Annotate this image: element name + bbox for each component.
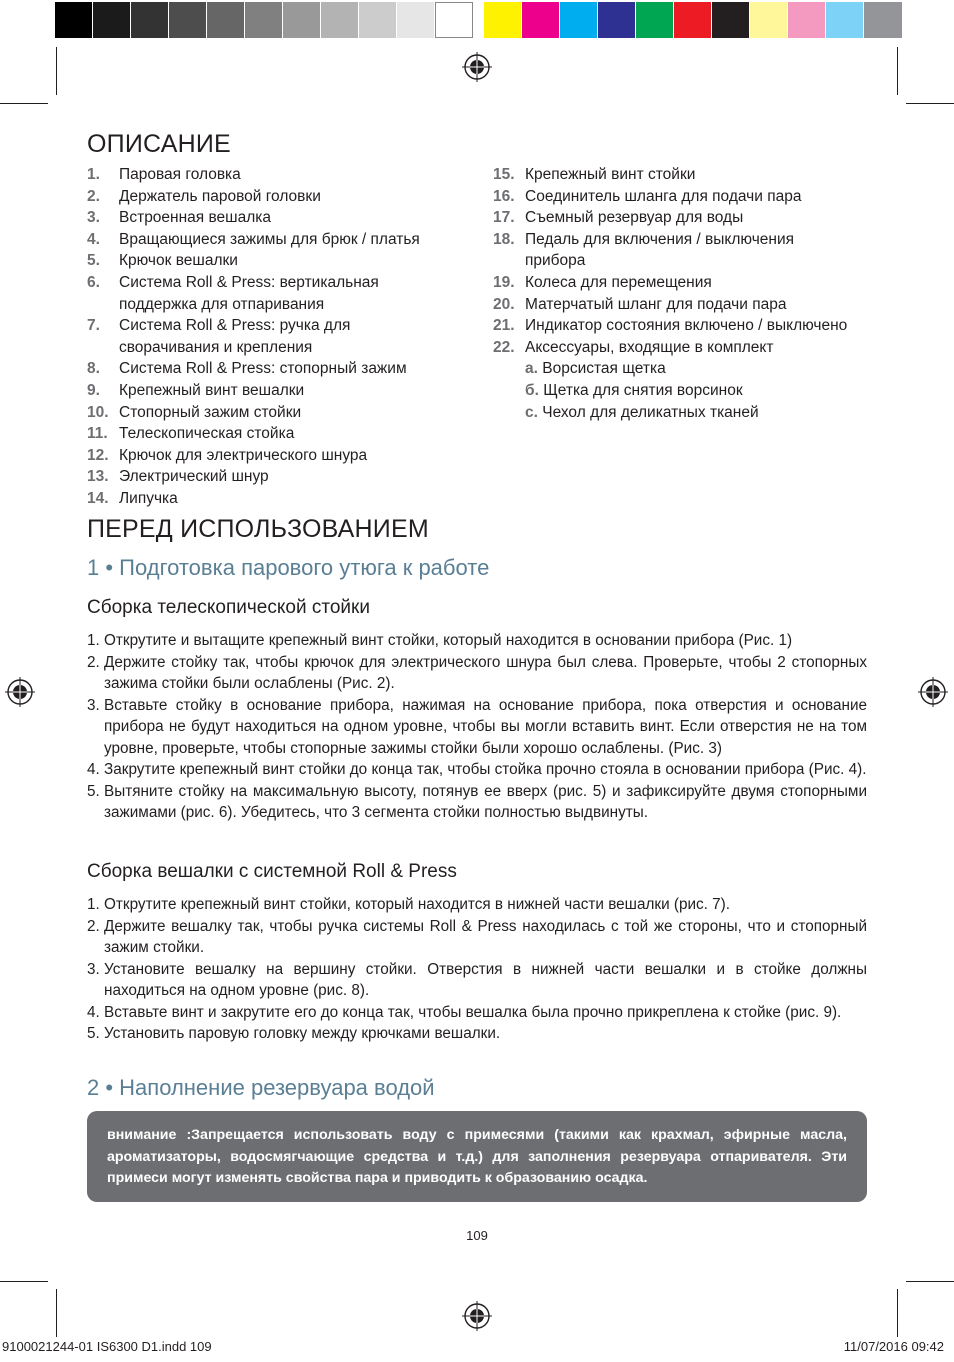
- item-number: 7.: [87, 317, 100, 335]
- item-number: 18.: [493, 230, 515, 248]
- list-item: [493, 207, 853, 229]
- step-number: 2.: [87, 653, 100, 671]
- list-item: [87, 402, 447, 424]
- item-number: 16.: [493, 187, 515, 205]
- step-item: [87, 781, 867, 824]
- item-number: 21.: [493, 317, 515, 335]
- registration-mark-icon: [5, 677, 35, 707]
- accessory-letter: c.: [525, 403, 538, 421]
- item-number: 11.: [87, 425, 108, 443]
- assembly-pole-steps: [87, 630, 867, 824]
- step-item: [87, 652, 867, 695]
- step-item: [87, 916, 867, 959]
- color-swatch: [484, 2, 522, 38]
- step-number: 1.: [87, 632, 100, 649]
- accessory-item: [493, 380, 853, 402]
- step-text: Держите стойку так, чтобы крючок для электрического шнура был слева. Проверьте, чтобы 2 стопорных зажима стойки были ослаблены (Рис. 2).: [104, 653, 867, 692]
- color-swatch: [245, 2, 283, 38]
- item-number: 20.: [493, 295, 515, 313]
- item-number: 19.: [493, 273, 515, 291]
- crop-mark: [897, 1289, 898, 1337]
- item-text: Встроенная вешалка: [119, 209, 272, 227]
- item-text: Телескопическая стойка: [119, 425, 295, 443]
- accessory-item: [493, 402, 853, 424]
- step-text: Открутите крепежный винт стойки, который находится в нижней части вешалки (рис. 7).: [104, 896, 731, 913]
- list-item: [493, 315, 853, 337]
- step-number: 4.: [87, 761, 100, 778]
- step-text: Открутите и вытащите крепежный винт стойки, который находится в основании прибора (Рис. 1): [104, 632, 793, 649]
- list-item: [87, 250, 447, 272]
- warning-notice: внимание :Запрещается использовать воду с примесями (такими как крахмал, эфирные масла, ароматизаторы, водосмягчающие средства и т.д.) для заполнения резервуара отпаривателя. Эти примеси могут изменять свойства пара и приводить к образованию осадка.: [87, 1111, 867, 1202]
- step-number: 2.: [87, 917, 100, 935]
- list-item: [87, 423, 447, 445]
- item-text: Соединитель шланга для подачи пара: [525, 187, 802, 205]
- color-swatch: [750, 2, 788, 38]
- item-text: Съемный резервуар для воды: [525, 209, 744, 227]
- crop-mark: [897, 47, 898, 95]
- color-swatch: [712, 2, 750, 38]
- crop-mark: [0, 103, 48, 104]
- item-number: 3.: [87, 209, 100, 227]
- item-text: Аксессуары, входящие в комплект: [525, 338, 774, 356]
- parts-list-left: [87, 164, 447, 510]
- section1-title: 1 • Подготовка парового утюга к работе: [87, 555, 490, 580]
- step-item: [87, 695, 867, 760]
- color-swatch: [359, 2, 397, 38]
- footer-file-info: 9100021244-01 IS6300 D1.indd 109: [2, 1339, 212, 1354]
- color-swatch: [283, 2, 321, 38]
- item-text: Вращающиеся зажимы для брюк / платья: [119, 230, 420, 248]
- assembly-hanger-title: Сборка вешалки с системной Roll & Press: [87, 861, 457, 882]
- gray-color-bar: [55, 2, 473, 38]
- crop-mark: [56, 47, 57, 95]
- footer-date-info: 11/07/2016 09:42: [843, 1339, 944, 1354]
- step-text: Вставьте стойку в основание прибора, нажимая на основание прибора, пока отверстия и основание прибора не будут находиться на одном уровне, чтобы вы могли вставить винт. Если отверстия не на том уровне, проверьте, чтобы стопорные зажимы стойки были хорошо ослаблены. (Рис. 3): [104, 696, 867, 757]
- color-swatch: [169, 2, 207, 38]
- crop-mark: [906, 1281, 954, 1282]
- step-item: [87, 1002, 867, 1024]
- list-item: [87, 445, 447, 467]
- before-use-heading: ПЕРЕД ИСПОЛЬЗОВАНИЕМ: [87, 515, 429, 543]
- accessory-text: Щетка для снятия ворсинок: [543, 381, 743, 399]
- assembly-pole-title: Сборка телескопической стойки: [87, 597, 370, 618]
- step-item: [87, 894, 867, 916]
- item-text: Колеса для перемещения: [525, 273, 712, 291]
- item-text: Держатель паровой головки: [119, 187, 321, 205]
- crop-mark: [906, 103, 954, 104]
- step-number: 5.: [87, 1025, 100, 1042]
- item-number: 9.: [87, 381, 100, 399]
- step-text: Установить паровую головку между крючками вешалки.: [104, 1025, 501, 1042]
- accessory-text: Ворсистая щетка: [542, 360, 666, 378]
- item-number: 6.: [87, 273, 100, 291]
- color-swatch: [435, 2, 473, 38]
- list-item: [87, 186, 447, 208]
- list-item: [87, 488, 447, 510]
- step-number: 1.: [87, 896, 100, 913]
- color-swatch: [55, 2, 93, 38]
- item-text: Крепежный винт вешалки: [119, 381, 305, 399]
- accessory-text: Чехол для деликатных тканей: [542, 403, 759, 421]
- step-number: 3.: [87, 696, 100, 714]
- item-number: 4.: [87, 230, 100, 248]
- crop-mark: [0, 1281, 48, 1282]
- item-number: 5.: [87, 252, 100, 270]
- list-item: [87, 315, 447, 358]
- item-text: Электрический шнур: [119, 468, 269, 486]
- item-number: 12.: [87, 446, 109, 464]
- crop-mark: [56, 1289, 57, 1337]
- item-text: Система Roll & Press: стопорный зажим: [119, 360, 407, 378]
- step-number: 5.: [87, 782, 100, 800]
- item-text: Липучка: [119, 489, 178, 507]
- color-swatch: [321, 2, 359, 38]
- accessory-letter: a.: [525, 360, 538, 378]
- item-text: Система Roll & Press: ручка для сворачивания и крепления: [119, 317, 351, 356]
- list-item: [87, 466, 447, 488]
- step-item: [87, 759, 867, 781]
- item-number: 15.: [493, 166, 515, 183]
- item-text: Педаль для включения / выключения прибора: [525, 230, 795, 270]
- assembly-hanger-steps: [87, 894, 867, 1045]
- list-item: [493, 229, 853, 272]
- step-item: [87, 1023, 867, 1045]
- color-swatch: [93, 2, 131, 38]
- item-text: Матерчатый шланг для подачи пара: [525, 295, 787, 313]
- step-number: 3.: [87, 960, 100, 978]
- step-item: [87, 630, 867, 652]
- item-number: 13.: [87, 468, 109, 486]
- step-text: Держите вешалку так, чтобы ручка системы Roll & Press находилась с той же стороны, что и стопорный зажим стойки.: [104, 917, 867, 956]
- parts-list-right: [493, 164, 853, 423]
- color-swatch: [826, 2, 864, 38]
- page-number: 109: [466, 1228, 488, 1243]
- item-number: 22.: [493, 338, 515, 356]
- color-swatch: [522, 2, 560, 38]
- color-swatch: [788, 2, 826, 38]
- section2-title: 2 • Наполнение резервуара водой: [87, 1075, 435, 1100]
- process-color-bar: [484, 2, 902, 38]
- registration-mark-icon: [462, 52, 492, 82]
- list-item: [493, 294, 853, 316]
- color-swatch: [864, 2, 902, 38]
- list-item: [87, 380, 447, 402]
- color-swatch: [131, 2, 169, 38]
- item-number: 10.: [87, 403, 109, 421]
- color-swatch: [397, 2, 435, 38]
- item-text: Крючок вешалки: [119, 252, 238, 270]
- item-number: 8.: [87, 360, 100, 378]
- color-swatch: [636, 2, 674, 38]
- step-text: Вытяните стойку на максимальную высоту, потянув ее вверх (рис. 5) и зафиксируйте двумя стопорными зажимами (рис. 6). Убедитесь, что 3 сегмента стойки полностью выдвинуты.: [104, 782, 867, 821]
- step-text: Установите вешалку на вершину стойки. Отверстия в нижней части вешалки и в стойке должны находиться на одном уровне (рис. 8).: [104, 960, 867, 999]
- item-text: Стопорный зажим стойки: [119, 403, 302, 421]
- color-swatch: [674, 2, 712, 38]
- accessory-item: [493, 358, 853, 380]
- color-swatch: [598, 2, 636, 38]
- item-text: Крепежный винт стойки: [525, 166, 696, 183]
- list-item: [493, 337, 853, 359]
- step-text: Вставьте винт и закрутите его до конца так, чтобы вешалка была прочно прикреплена к стойке (рис. 9).: [104, 1003, 842, 1021]
- item-text: Паровая головка: [119, 166, 241, 183]
- item-text: Индикатор состояния включено / выключено: [525, 317, 848, 335]
- item-text: Крючок для электрического шнура: [119, 446, 368, 464]
- list-item: [87, 229, 447, 251]
- list-item: [87, 358, 447, 380]
- registration-mark-icon: [462, 1301, 492, 1331]
- item-number: 2.: [87, 187, 100, 205]
- list-item: [493, 272, 853, 294]
- accessory-letter: б.: [525, 381, 539, 399]
- description-heading: ОПИСАНИЕ: [87, 130, 231, 158]
- item-number: 14.: [87, 489, 109, 507]
- list-item: [87, 207, 447, 229]
- registration-mark-icon: [918, 677, 948, 707]
- list-item: [493, 186, 853, 208]
- list-item: [493, 164, 853, 186]
- step-item: [87, 959, 867, 1002]
- color-swatch: [560, 2, 598, 38]
- color-swatch: [207, 2, 245, 38]
- item-number: 1.: [87, 166, 100, 183]
- item-number: 17.: [493, 209, 515, 227]
- step-number: 4.: [87, 1003, 100, 1021]
- list-item: [87, 272, 447, 315]
- item-text: Система Roll & Press: вертикальная поддержка для отпаривания: [119, 273, 379, 313]
- list-item: [87, 164, 447, 186]
- step-text: Закрутите крепежный винт стойки до конца так, чтобы стойка прочно стояла в основании прибора (Рис. 4).: [104, 761, 867, 778]
